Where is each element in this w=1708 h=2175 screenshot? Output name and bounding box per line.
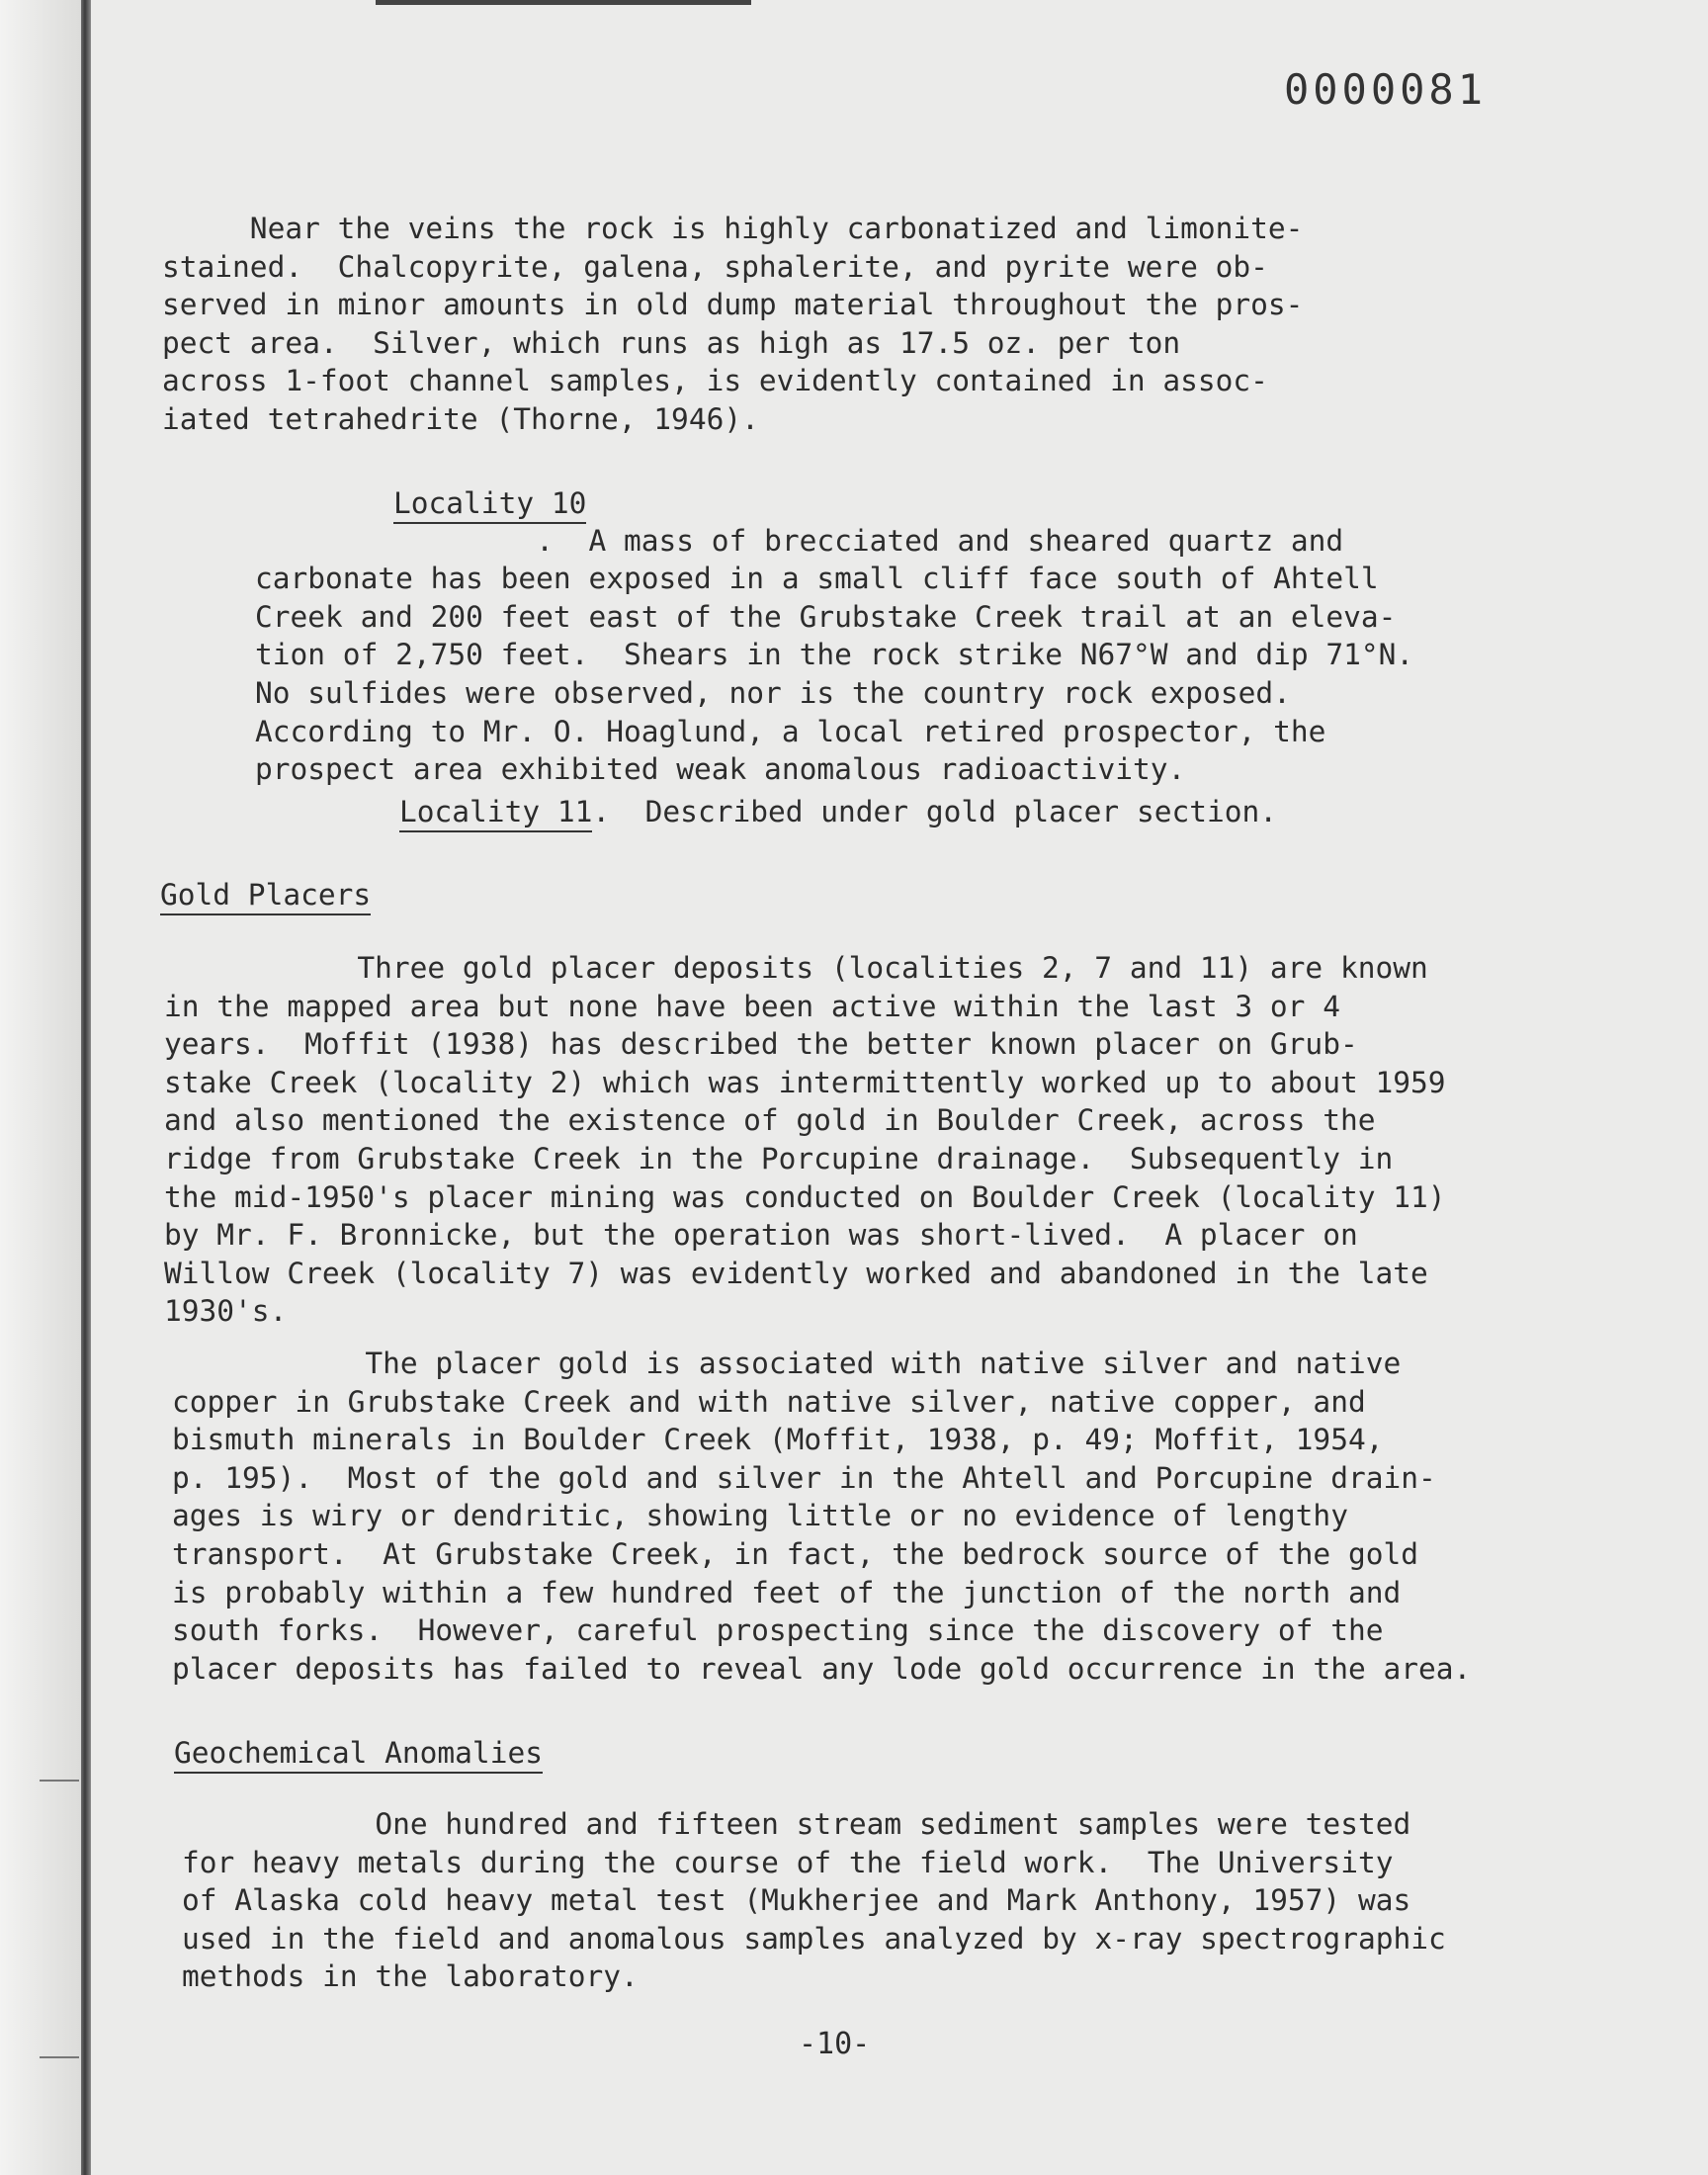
locality-11-text: . Described under gold placer section. xyxy=(592,795,1278,828)
page-number: -10- xyxy=(799,2027,871,2061)
margin-tick xyxy=(40,1780,79,1782)
intro-paragraph: Near the veins the rock is highly carbonatized and limonite- stained. Chalcopyrite, galena, sphalerite, and pyrite were ob- served in minor amounts in old dump material throughout the pros- pect area. Silver, which runs as high as 17.5 oz. per ton across 1-foot channel samples, is evidently contained in assoc- iated tetrahedrite (Thorne, 1946). xyxy=(162,212,1304,436)
geochemical-anomalies-heading: Geochemical Anomalies xyxy=(174,1736,543,1774)
gold-placers-paragraph-1: Three gold placer deposits (localities 2, 7 and 11) are known in the mapped area but none have been active within the last 3 or 4 years. Moffit (1938) has described the better known placer on Grub- stake Creek (locality 2) which was intermittently worked up to about 1959 and also mentioned the existence of gold in Boulder Creek, across the ridge from Grubstake Creek in the Porcupine drainage. Subsequently in the mid-1950's placer mining was conducted on Boulder Creek (locality 11) by Mr. F. Bronnicke, but the operation was short-lived. A placer on Willow Creek (locality 7) was evidently worked and abandoned in the late 1930's. xyxy=(164,951,1446,1329)
locality-10-paragraph xyxy=(255,483,1413,826)
locality-11-block xyxy=(399,795,1277,828)
locality-10-text: . A mass of brecciated and sheared quartz and carbonate has been exposed in a small cliff face south of Ahtell Creek and 200 feet east of the Grubstake Creek trail at an eleva- tion of 2,750 feet. Shears in the rock strike N67°W and dip 71°N. No sulfides were observed, nor is the country rock exposed. According to Mr. O. Hoaglund, a local retired prospector, the prospect area exhibited weak anomalous radioactivity. xyxy=(255,523,1414,787)
locality-10-heading: Locality 10 xyxy=(393,486,586,524)
gold-placers-paragraph-2: The placer gold is associated with native silver and native copper in Grubstake Creek and with native silver, native copper, and bismuth minerals in Boulder Creek (Moffit, 1938, p. 49; Moffit, 1954, p. 195). Most of the gold and silver in the Ahtell and Porcupine drain- ages is wiry or dendritic, showing little or no evidence of lengthy transport. At Grubstake Creek, in fact, the bedrock source of the gold is probably within a few hundred feet of the junction of the north and south forks. However, careful prospecting since the discovery of the placer deposits has failed to reveal any lode gold occurrence in the area. xyxy=(172,1347,1472,1686)
gold-placers-heading: Gold Placers xyxy=(160,878,371,915)
top-edge-mark xyxy=(376,0,751,5)
locality-11-heading: Locality 11 xyxy=(399,795,592,832)
margin-tick xyxy=(40,2056,79,2058)
binding-shadow xyxy=(0,0,81,2175)
binding-edge xyxy=(81,0,91,2175)
document-id: 0000081 xyxy=(1283,65,1487,114)
geochemical-anomalies-paragraph: One hundred and fifteen stream sediment samples were tested for heavy metals during the course of the field work. The University of Alaska cold heavy metal test (Mukherjee and Mark Anthony, 1957) was used in the field and anomalous samples analyzed by x-ray spectrographic methods in the laboratory. xyxy=(182,1807,1446,1994)
